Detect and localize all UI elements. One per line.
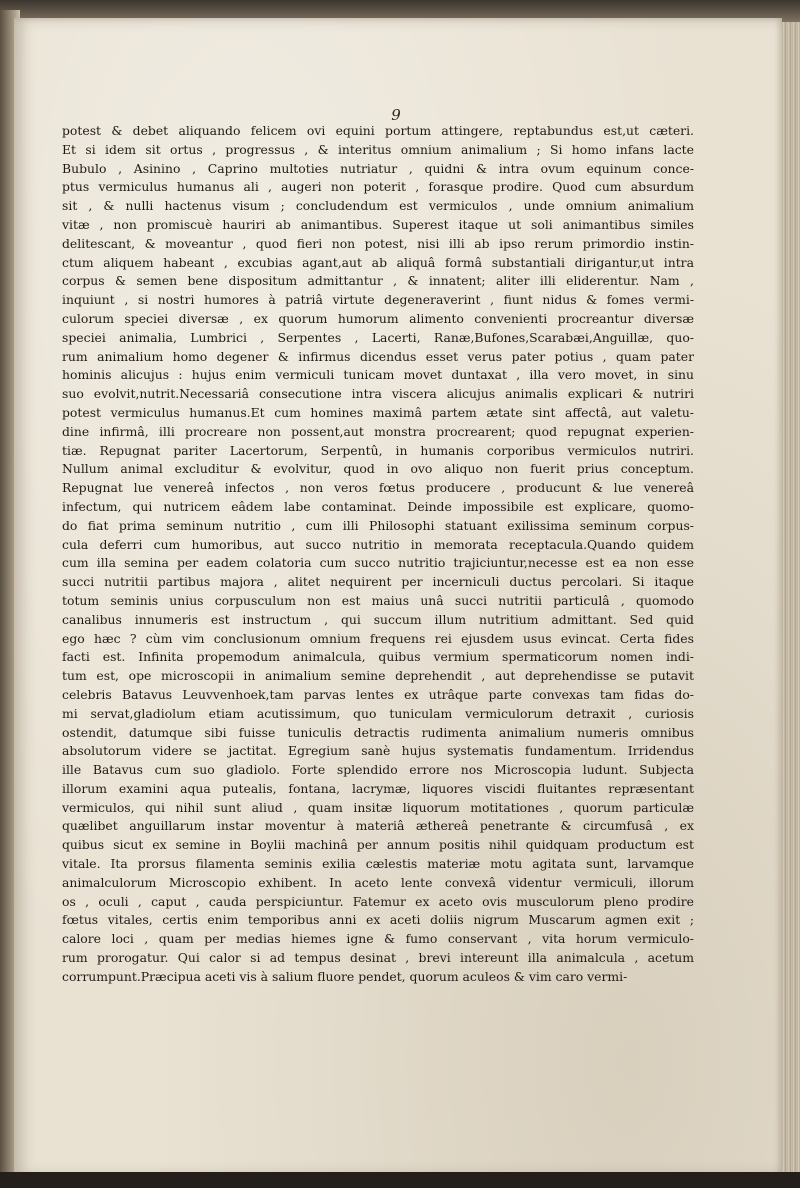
text-line: ille Batavus cum suo gladiolo. Forte splendido errore nos Microscopia ludunt. Subjecta bbox=[62, 762, 694, 778]
text-line: dine infirmâ, illi procreare non possent,aut monstra procrearent; quod repugnat experien- bbox=[62, 423, 694, 439]
text-line: vermiculos, qui nihil sunt aliud , quam insitæ liquorum motitationes , quorum particulæ bbox=[62, 799, 694, 815]
text-line: facti est. Infinita propemodum animalcula, quibus vermium spermaticorum nomen indi- bbox=[62, 649, 694, 665]
text-line: illorum examini aqua putealis, fontana, lacrymæ, liquores viscidi fluitantes repræsentant bbox=[62, 780, 694, 796]
text-line: vitale. Ita prorsus filamenta seminis exilia cælestis materiæ motu agitata sunt, larvamque bbox=[62, 856, 694, 872]
page-edges bbox=[782, 22, 800, 1172]
text-line: tiæ. Repugnat pariter Lacertorum, Serpentû, in humanis corporibus vermiculos nutriri. bbox=[62, 442, 694, 458]
text-line: ptus vermiculus humanus ali , augeri non poterit , forasque prodire. Quod cum absurdum bbox=[62, 179, 694, 195]
text-line: cum illa semina per eadem colatoria cum succo nutritio trajiciuntur,necesse est ea non esse bbox=[62, 555, 694, 571]
text-line: animalculorum Microscopio exhibent. In aceto lente convexâ videntur vermiculi, illorum bbox=[62, 874, 694, 890]
text-line: calore loci , quam per medias hiemes igne & fumo conservant , vita horum vermiculo- bbox=[62, 931, 694, 947]
text-line: ctum aliquem habeant , excubias agant,aut ab aliquâ formâ substantiali dirigantur,ut intra bbox=[62, 254, 694, 270]
text-line: tum est, ope microscopii in animalium semine deprehendit , aut deprehendisse se putavit bbox=[62, 668, 694, 684]
text-line: fœtus vitales, certis enim temporibus anni ex aceti doliis nigrum Muscarum agmen exit ; bbox=[62, 912, 694, 928]
text-line: os , oculi , caput , cauda perspiciuntur. Fatemur ex aceto ovis musculorum pleno prodire bbox=[62, 893, 694, 909]
text-line: rum animalium homo degener & infirmus dicendus esset verus pater potius , quam pater bbox=[62, 348, 694, 364]
body-text bbox=[62, 122, 694, 987]
text-line: do fiat prima seminum nutritio , cum illi Philosophi statuant exilissima seminum corpus- bbox=[62, 517, 694, 533]
text-line: culorum speciei diversæ , ex quorum humorum alimento convenienti procreantur diversæ bbox=[62, 310, 694, 326]
text-line: Repugnat lue venereâ infectos , non veros fœtus producere , producunt & lue venereâ bbox=[62, 480, 694, 496]
text-line: vitæ , non promiscuè hauriri ab animantibus. Superest itaque ut soli animantibus similes bbox=[62, 216, 694, 232]
text-line: ego hæc ? cùm vim conclusionum omnium frequens rei ejusdem usus evincat. Certa fides bbox=[62, 630, 694, 646]
text-line: infectum, qui nutricem eâdem labe contaminat. Deinde impossibile est explicare, quomo- bbox=[62, 498, 694, 514]
text-line: ostendit, datumque sibi fuisse tuniculis detractis rudimenta animalium numeris omnibus bbox=[62, 724, 694, 740]
text-line: potest vermiculus humanus.Et cum homines maximâ partem ætate sint affectâ, aut valetu- bbox=[62, 404, 694, 420]
text-line: Et si idem sit ortus , progressus , & interitus omnium animalium ; Si homo infans lacte bbox=[62, 141, 694, 157]
text-line: totum seminis unius corpusculum non est maius unâ succi nutritii particulâ , quomodo bbox=[62, 592, 694, 608]
text-line: suo evolvit,nutrit.Necessariâ consecutione intra viscera alicujus animalis explicari & nutriri bbox=[62, 386, 694, 402]
book-bottom-edge bbox=[0, 1172, 800, 1188]
text-line: Bubulo , Asinino , Caprino multoties nutriatur , quidni & intra ovum equinum conce- bbox=[62, 160, 694, 176]
text-line: hominis alicujus : hujus enim vermiculi tunicam movet duntaxat , illa vero movet, in sinu bbox=[62, 367, 694, 383]
text-line: corpus & semen bene dispositum admittantur , & innatent; aliter illi eliderentur. Nam , bbox=[62, 273, 694, 289]
text-line: cula deferri cum humoribus, aut succo nutritio in memorata receptacula.Quando quidem bbox=[62, 536, 694, 552]
text-line: delitescant, & moveantur , quod fieri non potest, nisi illi ab ipso rerum primordio instin- bbox=[62, 235, 694, 251]
text-line: quælibet anguillarum instar moventur à materiâ æthereâ penetrante & circumfusâ , ex bbox=[62, 818, 694, 834]
text-line: speciei animalia, Lumbrici , Serpentes , Lacerti, Ranæ,Bufones,Scarabæi,Anguillæ, quo- bbox=[62, 329, 694, 345]
text-line: sit , & nulli hactenus visum ; concludendum est vermiculos , unde omnium animalium bbox=[62, 198, 694, 214]
text-line: canalibus innumeris est instructum , qui succum illum nutritium admittant. Sed quid bbox=[62, 611, 694, 627]
text-line: quibus sicut ex semine in Boylii machinâ per annum positis nihil quidquam productum est bbox=[62, 837, 694, 853]
text-line: succi nutritii partibus majora , alitet nequirent per incerniculi ductus percolari. Si itaque bbox=[62, 574, 694, 590]
text-line: inquiunt , si nostri humores à patriâ virtute degeneraverint , fiunt nidus & fomes vermi- bbox=[62, 292, 694, 308]
text-line: rum prorogatur. Qui calor si ad tempus desinat , brevi intereunt illa animalcula , acetum bbox=[62, 950, 694, 966]
page-number: 9 bbox=[391, 106, 401, 124]
text-line: potest & debet aliquando felicem ovi equini portum attingere, reptabundus est,ut cæteri. bbox=[62, 123, 694, 138]
text-line: absolutorum videre se jactitat. Egregium sanè hujus systematis fundamentum. Irridendus bbox=[62, 743, 694, 759]
text-line: Nullum animal excluditur & evolvitur, quod in ovo aliquo non fuerit prius conceptum. bbox=[62, 461, 694, 477]
text-line: mi servat,gladiolum etiam acutissimum, quo tuniculam vermiculorum detraxit , curiosis bbox=[62, 705, 694, 721]
text-line: corrumpunt.Præcipua aceti vis à salium fluore pendet, quorum aculeos & vim caro vermi- bbox=[62, 968, 628, 984]
text-line: celebris Batavus Leuvvenhoek,tam parvas lentes ex utrâque parte convexas tam fidas do- bbox=[62, 686, 694, 702]
